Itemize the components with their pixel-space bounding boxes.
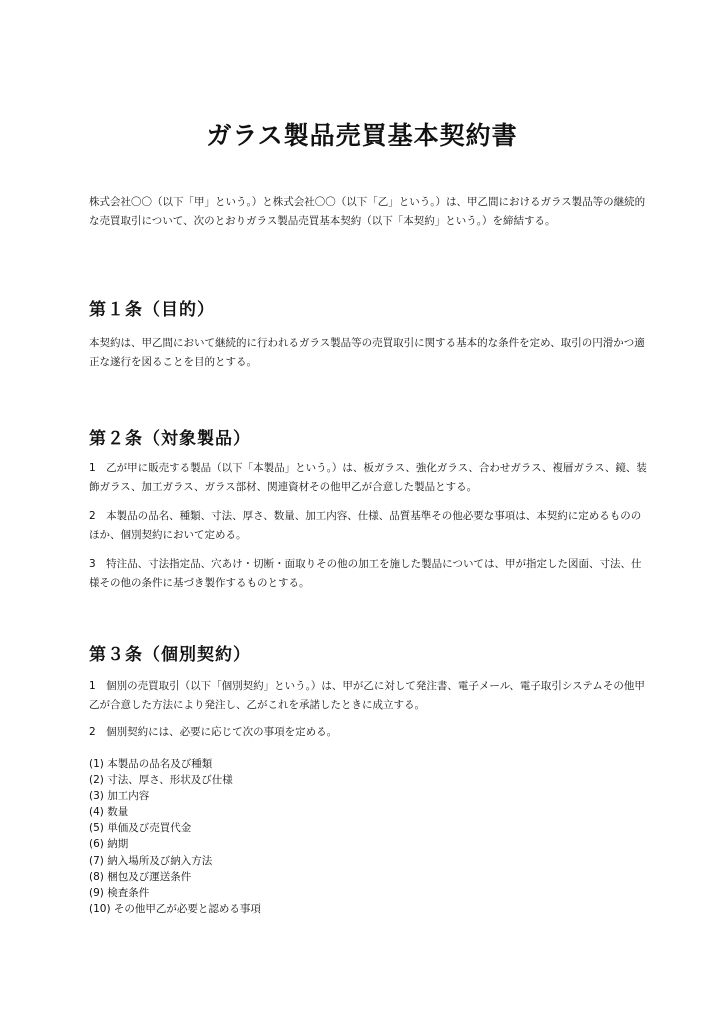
list-item: (6) 納期	[89, 838, 129, 851]
preamble-paragraph: 株式会社〇〇（以下「甲」という。）と株式会社〇〇（以下「乙」という。）は、甲乙間におけるガラス製品等の継続的な売買取引について、次のとおりガラス製品売買基本契約（以下「本契約」という。）を締結する。	[89, 196, 646, 227]
list-item: (7) 納入場所及び納入方法	[89, 854, 213, 867]
list-item: (1) 本製品の品名及び種類	[89, 758, 213, 770]
article-1-text: 本契約は、甲乙間において継続的に行われるガラス製品等の売買取引に関する基本的な条件を定め、取引の円滑かつ適正な遂行を図ることを目的とする。	[89, 337, 645, 368]
list-item: (2) 寸法、厚さ、形状及び仕様	[89, 774, 233, 787]
list-item: (9) 検査条件	[89, 886, 150, 899]
article-2-clause-2: 2 本製品の品名、種類、寸法、厚さ、数量、加工内容、仕様、品質基準その他必要な事項は、本契約に定めるもののほか、個別契約において定める。	[89, 510, 642, 541]
article-3-clause-1: 1 個別の売買取引（以下「個別契約」という。）は、甲が乙に対して発注書、電子メール、電子取引システムその他甲乙が合意した方法により発注し、乙がこれを承諾したときに成立する。	[89, 680, 645, 711]
list-item: (3) 加工内容	[89, 790, 150, 803]
article-3-clause-2: 2 個別契約には、必要に応じて次の事項を定める。	[89, 726, 338, 738]
list-item: (4) 数量	[89, 806, 129, 819]
article-2-clause-1: 1 乙が甲に販売する製品（以下「本製品」という。）は、板ガラス、強化ガラス、合わせガラス、複層ガラス、鏡、装飾ガラス、加工ガラス、ガラス部材、関連資材その他甲乙が合意した製品とする。	[89, 462, 647, 493]
list-item: (10) その他甲乙が必要と認める事項	[89, 902, 261, 915]
article-1-heading: 第１条（目的）	[89, 300, 215, 320]
article-3-item-list	[89, 756, 261, 917]
list-item: (5) 単価及び売買代金	[89, 822, 192, 835]
article-2-clause-3: 3 特注品、寸法指定品、穴あけ・切断・面取りその他の加工を施した製品については、甲が指定した図面、寸法、仕様その他の条件に基づき製作するものとする。	[89, 558, 642, 589]
article-3-heading: 第３条（個別契約）	[89, 645, 251, 665]
article-2-heading: 第２条（対象製品）	[89, 429, 251, 449]
document-title: ガラス製品売買基本契約書	[206, 121, 518, 150]
list-item: (8) 梱包及び運送条件	[89, 870, 192, 883]
